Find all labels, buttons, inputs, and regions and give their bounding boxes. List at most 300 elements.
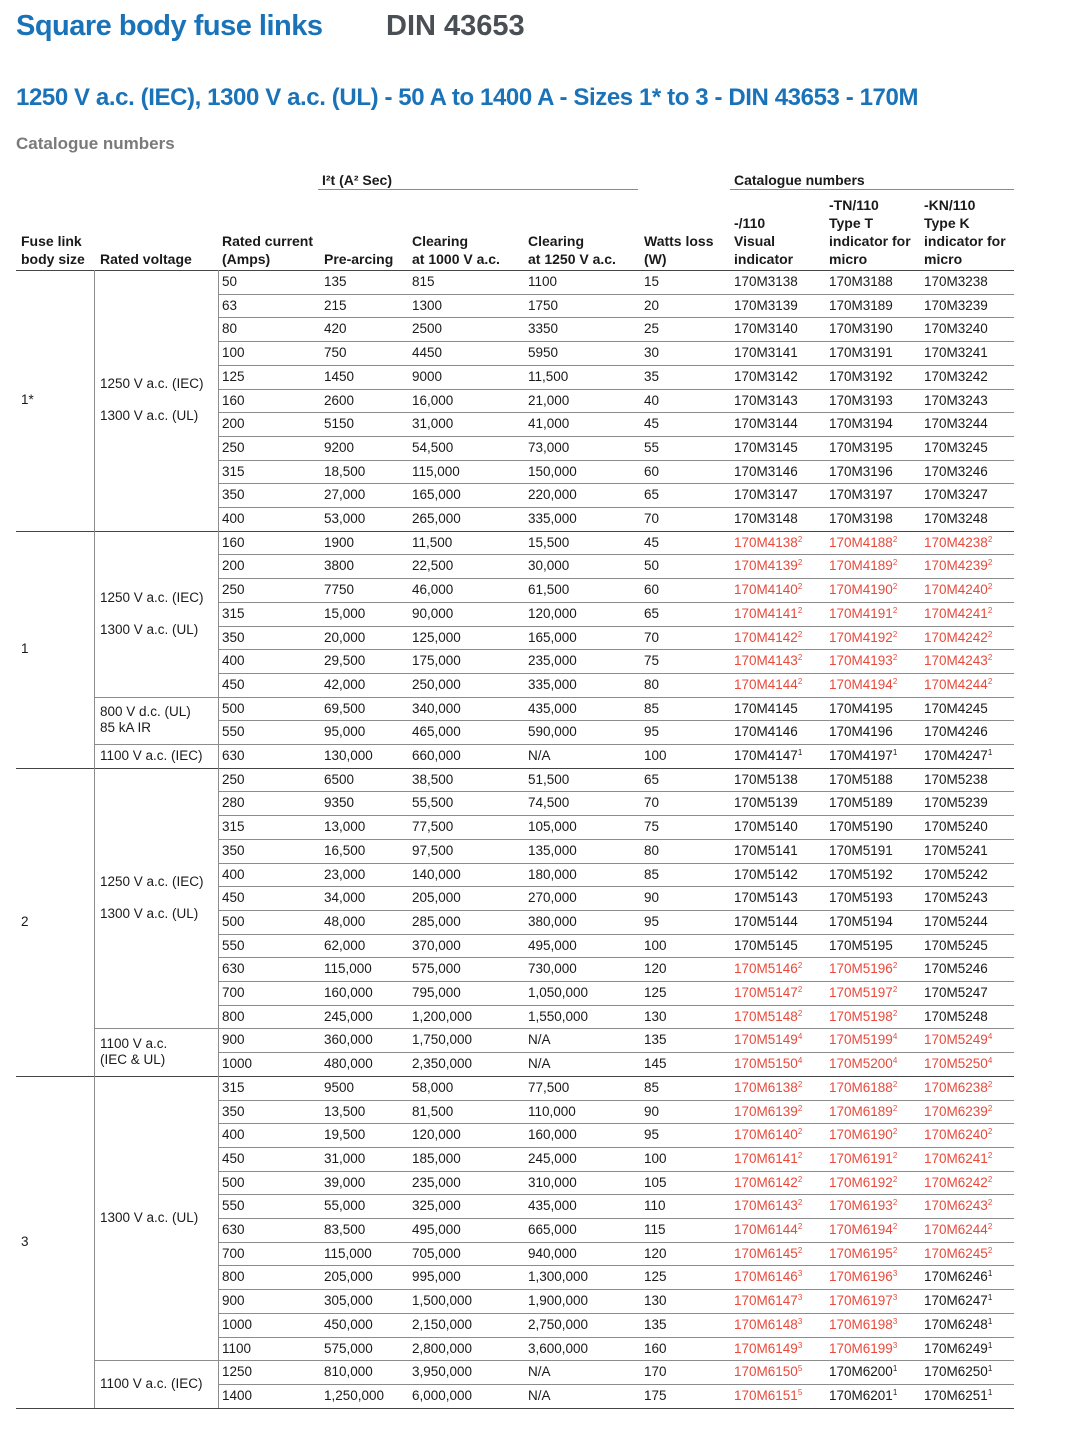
cell-watts-loss: 25 xyxy=(644,321,660,337)
cell-catalogue-number xyxy=(734,344,798,362)
catalogue-number-text: 170M6151 xyxy=(734,1387,798,1403)
cell-rated-current: 250 xyxy=(222,771,245,787)
header-voltage: Rated voltage xyxy=(100,251,192,267)
cell-catalogue-number xyxy=(829,1268,897,1286)
catalogue-number-text: 170M3193 xyxy=(829,392,893,408)
footnote-marker: 2 xyxy=(892,629,898,639)
cell-pre-arcing: 1,250,000 xyxy=(324,1387,385,1403)
cell-clearing-1250: 135,000 xyxy=(528,842,577,858)
row-rule xyxy=(94,1028,1014,1029)
catalogue-number-text: 170M4189 xyxy=(829,558,893,574)
cell-catalogue-number xyxy=(734,629,802,647)
cell-clearing-1250: 11,500 xyxy=(528,368,569,384)
rated-voltage-label: 1250 V a.c. (IEC) 1300 V a.c. (UL) xyxy=(100,874,204,922)
cell-watts-loss: 85 xyxy=(644,700,660,716)
cell-clearing-1250: 1,300,000 xyxy=(528,1269,589,1285)
catalogue-number-text: 170M3191 xyxy=(829,345,893,361)
cell-clearing-1250: 21,000 xyxy=(528,392,570,408)
catalogue-number-text: 170M3190 xyxy=(829,321,893,337)
cell-clearing-1250: 665,000 xyxy=(528,1222,577,1237)
catalogue-number-text: 170M6141 xyxy=(734,1150,798,1166)
body-size-label: 3 xyxy=(21,1233,29,1249)
catalogue-number-text: 170M6241 xyxy=(924,1150,988,1166)
i2t-group-rule xyxy=(318,189,638,190)
cell-clearing-1250: 3350 xyxy=(528,321,559,337)
cell-pre-arcing: 18,500 xyxy=(324,463,366,479)
cell-watts-loss: 60 xyxy=(644,463,660,479)
row-rule xyxy=(218,1218,1014,1219)
cell-clearing-1000: 38,500 xyxy=(412,771,454,787)
cell-catalogue-number xyxy=(829,1008,897,1026)
row-rule xyxy=(218,365,1014,366)
footnote-marker: 4 xyxy=(892,1032,898,1042)
footnote-marker: 2 xyxy=(892,1008,898,1018)
cell-watts-loss: 120 xyxy=(644,1245,667,1261)
cell-catalogue-number xyxy=(734,1008,802,1026)
cell-catalogue-number xyxy=(829,652,897,670)
cell-catalogue-number xyxy=(734,1363,802,1381)
cell-clearing-1250: 5950 xyxy=(528,345,559,361)
page-title: Square body fuse links xyxy=(16,10,323,42)
catalogue-number-text: 170M4144 xyxy=(734,676,798,692)
footnote-marker: 3 xyxy=(892,1293,898,1303)
row-rule xyxy=(218,1194,1014,1195)
cell-clearing-1250: 51,500 xyxy=(528,771,570,787)
cell-catalogue-number xyxy=(829,771,893,789)
footnote-marker: 2 xyxy=(797,1198,803,1208)
catalogue-number-text: 170M5198 xyxy=(829,1008,893,1024)
cell-clearing-1250: 1100 xyxy=(528,274,558,289)
catalogue-number-text: 170M6238 xyxy=(924,1079,988,1095)
cell-pre-arcing: 215 xyxy=(324,297,347,313)
cell-clearing-1000: 55,500 xyxy=(412,795,454,811)
voltage-divider xyxy=(218,531,219,768)
catalogue-number-text: 170M6244 xyxy=(924,1222,988,1237)
cell-catalogue-number xyxy=(829,581,897,599)
catalogue-number-text: 170M3143 xyxy=(734,392,798,408)
footnote-marker: 1 xyxy=(987,1269,993,1279)
cell-catalogue-number xyxy=(734,771,798,789)
catalogue-number-text: 170M3246 xyxy=(924,463,988,479)
footnote-marker: 2 xyxy=(797,558,803,568)
catalogue-number-text: 170M6251 xyxy=(924,1387,988,1403)
footnote-marker: 2 xyxy=(987,605,993,615)
cell-clearing-1000: 795,000 xyxy=(412,985,461,1000)
cell-catalogue-number xyxy=(734,794,798,812)
row-rule xyxy=(218,341,1014,342)
cell-catalogue-number xyxy=(734,937,798,955)
footnote-marker: 2 xyxy=(987,1198,993,1208)
footnote-marker: 2 xyxy=(797,605,803,615)
cell-catalogue-number xyxy=(734,842,798,860)
cell-clearing-1000: 325,000 xyxy=(412,1198,461,1214)
cell-catalogue-number xyxy=(734,1055,802,1073)
footnote-marker: 1 xyxy=(987,1340,993,1350)
catalogue-number-text: 170M5245 xyxy=(924,937,988,953)
cell-clearing-1000: 370,000 xyxy=(412,937,461,953)
cell-clearing-1000: 9000 xyxy=(412,368,443,384)
cell-clearing-1250: 3,600,000 xyxy=(528,1340,589,1356)
cell-watts-loss: 50 xyxy=(644,558,660,574)
cell-watts-loss: 55 xyxy=(644,439,660,455)
catalogue-number-text: 170M6191 xyxy=(829,1150,893,1166)
catalogue-number-text: 170M5195 xyxy=(829,937,893,953)
header-size: Fuse link body size xyxy=(21,233,85,267)
catalogue-number-text: 170M4247 xyxy=(924,748,988,763)
cell-watts-loss: 15 xyxy=(644,274,660,289)
catalogue-number-text: 170M5242 xyxy=(924,866,988,882)
footnote-marker: 2 xyxy=(892,1127,898,1137)
cell-pre-arcing: 480,000 xyxy=(324,1056,373,1072)
cell-watts-loss: 90 xyxy=(644,890,660,906)
cell-clearing-1000: 90,000 xyxy=(412,605,454,621)
cell-catalogue-number xyxy=(734,463,798,481)
cell-watts-loss: 100 xyxy=(644,748,667,763)
cell-pre-arcing: 9350 xyxy=(324,795,355,811)
cell-pre-arcing: 750 xyxy=(324,345,347,361)
footnote-marker: 1 xyxy=(987,1293,993,1303)
cell-catalogue-number xyxy=(734,439,798,457)
cell-watts-loss: 105 xyxy=(644,1174,667,1190)
cell-clearing-1000: 125,000 xyxy=(412,629,461,645)
catalogue-number-text: 170M3188 xyxy=(829,274,893,289)
catalogue-number-text: 170M4197 xyxy=(829,748,893,763)
cell-pre-arcing: 13,500 xyxy=(324,1103,366,1119)
header-clear1000: Clearing at 1000 V a.c. xyxy=(412,233,500,267)
row-rule xyxy=(218,1265,1014,1266)
cell-pre-arcing: 27,000 xyxy=(324,487,366,503)
row-rule xyxy=(218,1052,1014,1053)
footnote-marker: 1 xyxy=(987,1316,993,1326)
catalogue-number-text: 170M5250 xyxy=(924,1056,988,1072)
row-rule xyxy=(218,1313,1014,1314)
footnote-marker: 2 xyxy=(892,676,898,686)
cell-catalogue-number xyxy=(924,937,988,955)
cell-catalogue-number xyxy=(829,510,893,528)
cell-catalogue-number xyxy=(924,486,988,504)
cell-catalogue-number xyxy=(734,1079,802,1097)
cell-clearing-1250: 2,750,000 xyxy=(528,1316,589,1332)
cell-clearing-1250: 77,500 xyxy=(528,1079,570,1095)
catalogue-number-text: 170M4195 xyxy=(829,700,893,716)
cell-rated-current: 450 xyxy=(222,1150,245,1166)
cell-clearing-1000: 3,950,000 xyxy=(412,1364,473,1380)
catalogue-number-text: 170M3245 xyxy=(924,439,988,455)
cell-catalogue-number xyxy=(829,676,897,694)
footnote-marker: 2 xyxy=(987,676,993,686)
cell-clearing-1250: 160,000 xyxy=(528,1127,577,1143)
cell-watts-loss: 75 xyxy=(644,819,660,835)
cell-watts-loss: 100 xyxy=(644,1150,667,1166)
footnote-marker: 4 xyxy=(797,1032,803,1042)
cell-watts-loss: 130 xyxy=(644,1293,667,1309)
cell-rated-current: 630 xyxy=(222,748,245,763)
catalogue-number-text: 170M3144 xyxy=(734,416,798,432)
cell-catalogue-number xyxy=(924,913,988,931)
cell-watts-loss: 65 xyxy=(644,605,660,621)
cell-pre-arcing: 420 xyxy=(324,321,347,337)
cell-pre-arcing: 1900 xyxy=(324,534,355,550)
catalogue-number-text: 170M5193 xyxy=(829,890,893,906)
catalogue-number-text: 170M4244 xyxy=(924,676,988,692)
cell-rated-current: 315 xyxy=(222,1079,245,1095)
footnote-marker: 2 xyxy=(892,653,898,663)
cell-clearing-1250: N/A xyxy=(528,1387,551,1403)
cell-clearing-1250: 15,500 xyxy=(528,534,570,550)
standard-label: DIN 43653 xyxy=(386,10,525,42)
cell-watts-loss: 80 xyxy=(644,676,660,692)
cell-catalogue-number xyxy=(924,652,992,670)
cell-watts-loss: 85 xyxy=(644,866,660,882)
catalogue-number-text: 170M5240 xyxy=(924,819,988,835)
footnote-marker: 2 xyxy=(797,1245,803,1255)
cell-catalogue-number xyxy=(924,1292,992,1310)
catalogue-number-text: 170M6194 xyxy=(829,1222,893,1237)
rated-voltage-label: 1100 V a.c. (IEC & UL) xyxy=(100,1036,168,1068)
cell-catalogue-number xyxy=(924,984,988,1002)
catalogue-number-text: 170M4141 xyxy=(734,605,798,621)
rated-voltage-label: 800 V d.c. (UL) 85 kA IR xyxy=(100,704,191,736)
voltage-divider xyxy=(218,270,219,531)
rated-voltage-label: 1250 V a.c. (IEC) 1300 V a.c. (UL) xyxy=(100,589,204,637)
footnote-marker: 2 xyxy=(797,961,803,971)
size-divider xyxy=(94,768,95,1076)
cell-catalogue-number xyxy=(829,1150,897,1168)
cell-catalogue-number xyxy=(924,1031,992,1049)
footnote-marker: 2 xyxy=(987,629,993,639)
cell-clearing-1250: 590,000 xyxy=(528,724,577,740)
row-rule xyxy=(218,389,1014,390)
cell-catalogue-number xyxy=(829,605,897,623)
cell-clearing-1250: 1,550,000 xyxy=(528,1008,589,1024)
cell-watts-loss: 170 xyxy=(644,1364,667,1380)
cell-clearing-1250: 74,500 xyxy=(528,795,570,811)
cell-pre-arcing: 42,000 xyxy=(324,676,366,692)
cell-catalogue-number xyxy=(734,534,802,552)
cell-catalogue-number xyxy=(734,1340,802,1358)
cell-catalogue-number xyxy=(734,1268,802,1286)
catalogue-number-text: 170M6150 xyxy=(734,1364,798,1380)
cell-clearing-1000: 97,500 xyxy=(412,842,454,858)
cell-catalogue-number xyxy=(829,297,893,315)
cell-rated-current: 315 xyxy=(222,605,245,621)
cell-clearing-1000: 115,000 xyxy=(412,463,460,479)
cell-rated-current: 630 xyxy=(222,1222,245,1237)
footnote-marker: 2 xyxy=(892,1222,898,1231)
cell-clearing-1000: 340,000 xyxy=(412,700,461,716)
cell-clearing-1250: 235,000 xyxy=(528,653,577,669)
row-rule xyxy=(218,1337,1014,1338)
footnote-marker: 2 xyxy=(892,582,898,592)
footnote-marker: 3 xyxy=(892,1340,898,1350)
cell-catalogue-number xyxy=(829,1174,897,1192)
cell-watts-loss: 120 xyxy=(644,961,667,977)
footnote-marker: 2 xyxy=(987,653,993,663)
footnote-marker: 3 xyxy=(892,1269,898,1279)
cell-clearing-1000: 265,000 xyxy=(412,511,461,526)
cell-catalogue-number xyxy=(924,700,988,718)
catalogue-number-text: 170M4246 xyxy=(924,724,988,740)
cell-pre-arcing: 6500 xyxy=(324,771,355,787)
catalogue-number-text: 170M6190 xyxy=(829,1127,893,1143)
cell-pre-arcing: 55,000 xyxy=(324,1198,366,1214)
cell-clearing-1250: N/A xyxy=(528,1032,551,1048)
header-watts: Watts loss (W) xyxy=(644,233,714,267)
cell-rated-current: 700 xyxy=(222,1245,245,1261)
cell-clearing-1250: 1750 xyxy=(528,297,559,313)
cell-clearing-1250: N/A xyxy=(528,1364,551,1380)
cell-pre-arcing: 135 xyxy=(324,274,347,289)
group-rule xyxy=(16,531,1014,532)
catalogue-number-text: 170M6249 xyxy=(924,1340,988,1356)
cell-clearing-1000: 575,000 xyxy=(412,961,461,977)
catalogue-number-text: 170M5191 xyxy=(829,842,893,858)
catalogue-number-text: 170M3238 xyxy=(924,274,988,289)
row-rule xyxy=(94,744,1014,745)
cell-rated-current: 450 xyxy=(222,676,245,692)
cell-pre-arcing: 13,000 xyxy=(324,819,366,835)
catalogue-number-text: 170M5147 xyxy=(734,985,798,1000)
footnote-marker: 3 xyxy=(797,1269,803,1279)
cell-catalogue-number xyxy=(924,415,988,433)
cell-pre-arcing: 575,000 xyxy=(324,1340,373,1356)
catalogue-number-text: 170M5145 xyxy=(734,937,798,953)
catalogue-number-text: 170M4193 xyxy=(829,653,893,669)
cell-catalogue-number xyxy=(734,747,802,765)
catalogue-number-text: 170M5144 xyxy=(734,913,798,929)
row-rule xyxy=(218,957,1014,958)
footnote-marker: 3 xyxy=(797,1293,803,1303)
cell-watts-loss: 125 xyxy=(644,985,667,1000)
catalogue-number-text: 170M6139 xyxy=(734,1103,798,1119)
footnote-marker: 2 xyxy=(797,1150,803,1160)
cell-clearing-1000: 1,200,000 xyxy=(412,1008,473,1024)
catalogue-number-text: 170M4140 xyxy=(734,582,798,598)
footnote-marker: 4 xyxy=(987,1056,993,1066)
footnote-marker: 2 xyxy=(892,1245,898,1255)
catalogue-number-text: 170M6145 xyxy=(734,1245,798,1261)
footnote-marker: 1 xyxy=(987,1387,993,1397)
cell-catalogue-number xyxy=(924,510,988,528)
footnote-marker: 3 xyxy=(892,1316,898,1326)
cell-watts-loss: 35 xyxy=(644,368,660,384)
cell-watts-loss: 90 xyxy=(644,1103,660,1119)
cell-clearing-1000: 660,000 xyxy=(412,748,461,763)
cell-pre-arcing: 15,000 xyxy=(324,605,366,621)
cell-rated-current: 550 xyxy=(222,937,245,953)
cell-catalogue-number xyxy=(924,1103,992,1121)
cell-catalogue-number xyxy=(734,700,798,718)
catalogue-number-text: 170M5150 xyxy=(734,1056,798,1072)
cell-catalogue-number xyxy=(924,866,988,884)
catalogue-number-text: 170M5138 xyxy=(734,771,798,787)
catalogue-number-text: 170M3196 xyxy=(829,463,893,479)
cell-clearing-1250: 180,000 xyxy=(528,866,577,882)
catalogue-number-text: 170M6199 xyxy=(829,1340,893,1356)
cell-catalogue-number xyxy=(829,486,893,504)
cell-catalogue-number xyxy=(734,1387,802,1405)
cell-clearing-1250: 41,000 xyxy=(528,416,570,432)
cell-watts-loss: 75 xyxy=(644,653,660,669)
cell-catalogue-number xyxy=(924,605,992,623)
cell-catalogue-number xyxy=(829,818,893,836)
catalogue-number-text: 170M3239 xyxy=(924,297,988,313)
cell-rated-current: 550 xyxy=(222,1198,245,1214)
body-size-label: 1* xyxy=(21,392,34,408)
cell-clearing-1000: 54,500 xyxy=(412,439,454,455)
catalogue-number-text: 170M4194 xyxy=(829,676,893,692)
cell-catalogue-number xyxy=(734,1126,802,1144)
cell-clearing-1000: 4450 xyxy=(412,345,443,361)
catalogue-number-text: 170M5139 xyxy=(734,795,798,811)
cell-catalogue-number xyxy=(924,557,992,575)
cell-rated-current: 200 xyxy=(222,558,245,574)
cell-catalogue-number xyxy=(924,534,992,552)
cell-catalogue-number xyxy=(829,700,893,718)
cell-rated-current: 63 xyxy=(222,297,238,313)
cell-rated-current: 315 xyxy=(222,463,245,479)
catalogue-number-text: 170M6149 xyxy=(734,1340,798,1356)
cell-catalogue-number xyxy=(829,723,893,741)
footnote-marker: 2 xyxy=(892,1079,898,1089)
cell-pre-arcing: 7750 xyxy=(324,582,355,598)
catalogue-number-text: 170M3139 xyxy=(734,297,798,313)
rated-voltage-label: 1300 V a.c. (UL) xyxy=(100,1210,199,1225)
cell-clearing-1000: 285,000 xyxy=(412,913,461,929)
cell-catalogue-number xyxy=(734,1221,802,1239)
cell-catalogue-number xyxy=(829,1292,897,1310)
catalogue-number-text: 170M6148 xyxy=(734,1316,798,1332)
cell-clearing-1000: 175,000 xyxy=(412,653,461,669)
cell-catalogue-number xyxy=(924,629,992,647)
catalogue-number-text: 170M4143 xyxy=(734,653,798,669)
row-rule xyxy=(218,554,1014,555)
cell-pre-arcing: 2600 xyxy=(324,392,355,408)
header-cat-visual: -/110 Visual indicator xyxy=(734,215,794,267)
cell-clearing-1250: 61,500 xyxy=(528,582,570,598)
cell-catalogue-number xyxy=(924,439,988,457)
catalogue-number-text: 170M4245 xyxy=(924,700,988,716)
catalogue-number-text: 170M5146 xyxy=(734,961,798,977)
cell-watts-loss: 175 xyxy=(644,1387,667,1403)
body-size-label: 1 xyxy=(21,641,29,657)
cell-catalogue-number xyxy=(734,818,798,836)
cell-catalogue-number xyxy=(829,1103,897,1121)
catalogue-number-text: 170M5243 xyxy=(924,890,988,906)
cell-catalogue-number xyxy=(924,392,988,410)
cell-catalogue-number xyxy=(829,794,893,812)
cell-catalogue-number xyxy=(734,889,798,907)
cell-catalogue-number xyxy=(924,297,988,315)
cell-catalogue-number xyxy=(924,1387,992,1405)
cell-catalogue-number xyxy=(734,320,798,338)
cell-clearing-1000: 2,350,000 xyxy=(412,1056,473,1072)
cell-clearing-1000: 995,000 xyxy=(412,1269,461,1285)
cell-clearing-1000: 77,500 xyxy=(412,819,454,835)
row-rule xyxy=(218,649,1014,650)
cell-rated-current: 125 xyxy=(222,368,245,384)
cell-pre-arcing: 130,000 xyxy=(324,748,373,763)
catalogue-number-text: 170M6198 xyxy=(829,1316,893,1332)
cell-catalogue-number xyxy=(924,723,988,741)
catalogue-number-text: 170M3142 xyxy=(734,368,798,384)
catalogue-number-text: 170M3148 xyxy=(734,511,798,526)
catalogue-number-text: 170M4243 xyxy=(924,653,988,669)
cell-catalogue-number xyxy=(734,1031,802,1049)
cell-catalogue-number xyxy=(734,297,798,315)
cell-clearing-1250: 245,000 xyxy=(528,1150,577,1166)
catalogue-number-text: 170M6196 xyxy=(829,1269,893,1285)
